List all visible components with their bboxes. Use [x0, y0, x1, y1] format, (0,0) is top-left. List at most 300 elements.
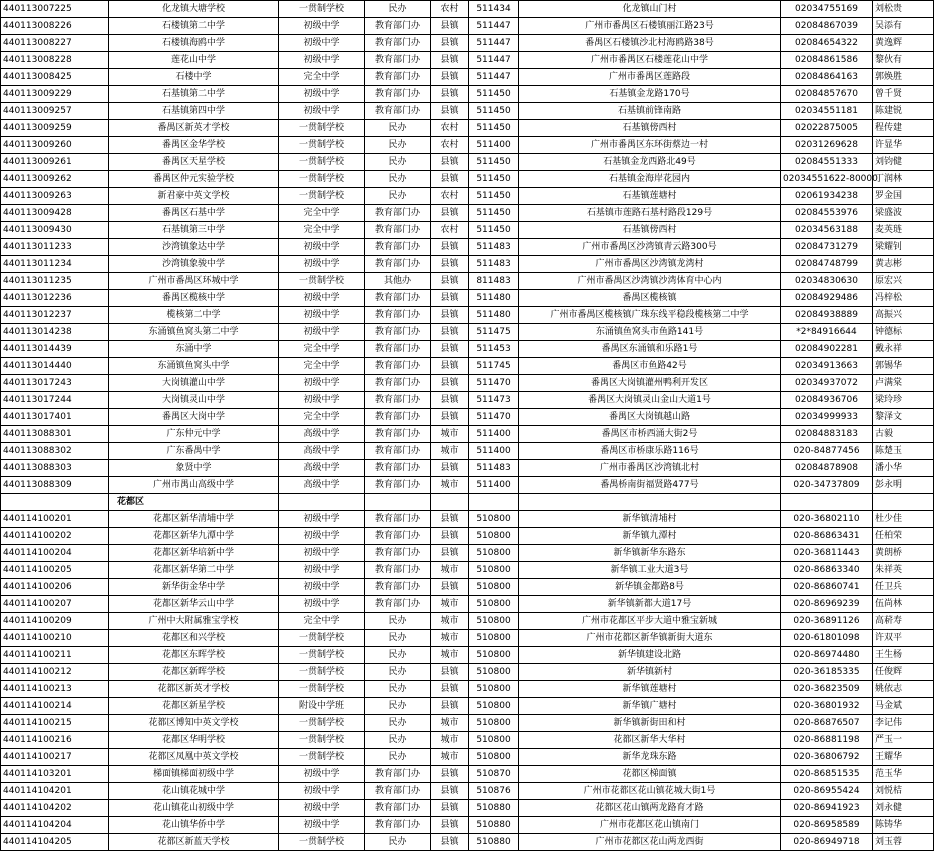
cell-contact[interactable]: 卢满棠: [873, 375, 934, 392]
cell-contact[interactable]: 黄志彬: [873, 256, 934, 273]
cell-phone[interactable]: 020-86974480: [781, 647, 873, 664]
cell-phone[interactable]: 02034755169: [781, 1, 873, 18]
cell-code[interactable]: 440113007225: [1, 1, 109, 18]
section-empty-cell[interactable]: [469, 494, 519, 511]
cell-contact[interactable]: 罗金国: [873, 188, 934, 205]
cell-address[interactable]: 新华镇新都大道17号: [519, 596, 781, 613]
cell-address[interactable]: 广州市番禺区沙湾镇龙湾村: [519, 256, 781, 273]
cell-phone[interactable]: 02031269628: [781, 137, 873, 154]
cell-contact[interactable]: 陈楚玉: [873, 443, 934, 460]
cell-phone[interactable]: 02034937072: [781, 375, 873, 392]
cell-name[interactable]: 番禺区仲元实验学校: [109, 171, 279, 188]
cell-address[interactable]: 花都区梯面镇: [519, 766, 781, 783]
cell-level[interactable]: 初级中学: [279, 528, 365, 545]
cell-code[interactable]: 440114100211: [1, 647, 109, 664]
cell-contact[interactable]: 高振兴: [873, 307, 934, 324]
cell-phone[interactable]: 020-86969239: [781, 596, 873, 613]
cell-type[interactable]: 教育部门办: [365, 443, 431, 460]
cell-type[interactable]: 民办: [365, 834, 431, 851]
cell-phone[interactable]: 02084553976: [781, 205, 873, 222]
cell-code[interactable]: 440113011235: [1, 273, 109, 290]
cell-phone[interactable]: 020-86863431: [781, 528, 873, 545]
cell-zip[interactable]: 510876: [469, 783, 519, 800]
cell-zip[interactable]: 511450: [469, 222, 519, 239]
cell-area[interactable]: 县镇: [431, 528, 469, 545]
cell-level[interactable]: 完全中学: [279, 341, 365, 358]
cell-type[interactable]: 民办: [365, 188, 431, 205]
cell-phone[interactable]: 02061934238: [781, 188, 873, 205]
cell-phone[interactable]: 02034999933: [781, 409, 873, 426]
cell-contact[interactable]: 梁耀钊: [873, 239, 934, 256]
cell-type[interactable]: 教育部门办: [365, 18, 431, 35]
cell-type[interactable]: 教育部门办: [365, 256, 431, 273]
cell-type[interactable]: 其他办: [365, 273, 431, 290]
cell-zip[interactable]: 811483: [469, 273, 519, 290]
cell-name[interactable]: 石基镇第四中学: [109, 103, 279, 120]
cell-zip[interactable]: 511400: [469, 137, 519, 154]
cell-level[interactable]: 完全中学: [279, 69, 365, 86]
cell-type[interactable]: 教育部门办: [365, 817, 431, 834]
cell-zip[interactable]: 511447: [469, 69, 519, 86]
cell-name[interactable]: 花山镇华侨中学: [109, 817, 279, 834]
cell-level[interactable]: 初级中学: [279, 307, 365, 324]
cell-contact[interactable]: 陈铸华: [873, 817, 934, 834]
cell-area[interactable]: 县镇: [431, 69, 469, 86]
cell-level[interactable]: 高级中学: [279, 426, 365, 443]
cell-address[interactable]: 番禺桥南街福贤路477号: [519, 477, 781, 494]
cell-type[interactable]: 民办: [365, 715, 431, 732]
cell-name[interactable]: 花都区新华清埔中学: [109, 511, 279, 528]
cell-phone[interactable]: 020-36802110: [781, 511, 873, 528]
cell-area[interactable]: 县镇: [431, 205, 469, 222]
cell-code[interactable]: 440113088301: [1, 426, 109, 443]
cell-area[interactable]: 城市: [431, 477, 469, 494]
cell-phone[interactable]: 02084867039: [781, 18, 873, 35]
cell-code[interactable]: 440113012236: [1, 290, 109, 307]
cell-phone[interactable]: 020-86958589: [781, 817, 873, 834]
cell-address[interactable]: 石基镇金龙路170号: [519, 86, 781, 103]
cell-area[interactable]: 县镇: [431, 290, 469, 307]
cell-name[interactable]: 花都区新晖学校: [109, 664, 279, 681]
cell-name[interactable]: 番禺区新英才学校: [109, 120, 279, 137]
cell-zip[interactable]: 510870: [469, 766, 519, 783]
cell-code[interactable]: 440114100207: [1, 596, 109, 613]
cell-address[interactable]: 石基镇莲塘村: [519, 188, 781, 205]
cell-code[interactable]: 440114100215: [1, 715, 109, 732]
cell-phone[interactable]: 020-86863340: [781, 562, 873, 579]
cell-name[interactable]: 番禺区榄核中学: [109, 290, 279, 307]
cell-code[interactable]: 440113088302: [1, 443, 109, 460]
cell-area[interactable]: 城市: [431, 749, 469, 766]
cell-area[interactable]: 县镇: [431, 817, 469, 834]
section-empty-cell[interactable]: [873, 494, 934, 511]
cell-code[interactable]: 440114100217: [1, 749, 109, 766]
cell-level[interactable]: 初级中学: [279, 766, 365, 783]
cell-level[interactable]: 初级中学: [279, 545, 365, 562]
cell-name[interactable]: 广州市番禺区环城中学: [109, 273, 279, 290]
cell-phone[interactable]: 020-36185335: [781, 664, 873, 681]
cell-name[interactable]: 石楼镇第二中学: [109, 18, 279, 35]
cell-zip[interactable]: 510800: [469, 732, 519, 749]
cell-phone[interactable]: 02084864163: [781, 69, 873, 86]
cell-type[interactable]: 民办: [365, 137, 431, 154]
cell-area[interactable]: 农村: [431, 1, 469, 18]
cell-contact[interactable]: 梁盛波: [873, 205, 934, 222]
cell-address[interactable]: 新华镇新村: [519, 664, 781, 681]
cell-type[interactable]: 民办: [365, 630, 431, 647]
cell-name[interactable]: 番禺区石基中学: [109, 205, 279, 222]
cell-phone[interactable]: 020-86955424: [781, 783, 873, 800]
cell-type[interactable]: 教育部门办: [365, 766, 431, 783]
cell-area[interactable]: 县镇: [431, 103, 469, 120]
cell-zip[interactable]: 510800: [469, 715, 519, 732]
cell-level[interactable]: 一贯制学校: [279, 834, 365, 851]
cell-phone[interactable]: 02084861586: [781, 52, 873, 69]
cell-phone[interactable]: 02022875005: [781, 120, 873, 137]
cell-zip[interactable]: 510800: [469, 749, 519, 766]
cell-name[interactable]: 石基镇第二中学: [109, 86, 279, 103]
cell-level[interactable]: 初级中学: [279, 596, 365, 613]
cell-name[interactable]: 榄核第二中学: [109, 307, 279, 324]
cell-phone[interactable]: 02034551181: [781, 103, 873, 120]
cell-level[interactable]: 初级中学: [279, 562, 365, 579]
cell-name[interactable]: 花都区新华第二中学: [109, 562, 279, 579]
cell-type[interactable]: 教育部门办: [365, 409, 431, 426]
cell-contact[interactable]: 刘悦桔: [873, 783, 934, 800]
cell-area[interactable]: 县镇: [431, 511, 469, 528]
cell-contact[interactable]: 朱祥英: [873, 562, 934, 579]
cell-contact[interactable]: 曾千贤: [873, 86, 934, 103]
cell-type[interactable]: 教育部门办: [365, 205, 431, 222]
cell-contact[interactable]: 许显华: [873, 137, 934, 154]
cell-address[interactable]: 广州市花都区新华镇新街大道东: [519, 630, 781, 647]
cell-name[interactable]: 石楼镇海鸥中学: [109, 35, 279, 52]
cell-contact[interactable]: 范玉华: [873, 766, 934, 783]
cell-phone[interactable]: 02084748799: [781, 256, 873, 273]
cell-level[interactable]: 初级中学: [279, 324, 365, 341]
cell-code[interactable]: 440114100209: [1, 613, 109, 630]
cell-contact[interactable]: 高菥寿: [873, 613, 934, 630]
cell-name[interactable]: 大岗镇灵山中学: [109, 392, 279, 409]
cell-name[interactable]: 梯面镇梯面初级中学: [109, 766, 279, 783]
cell-type[interactable]: 教育部门办: [365, 239, 431, 256]
cell-type[interactable]: 教育部门办: [365, 392, 431, 409]
cell-code[interactable]: 440113012237: [1, 307, 109, 324]
cell-phone[interactable]: 02084857670: [781, 86, 873, 103]
cell-type[interactable]: 教育部门办: [365, 375, 431, 392]
cell-zip[interactable]: 510880: [469, 834, 519, 851]
cell-contact[interactable]: 黎伙有: [873, 52, 934, 69]
cell-code[interactable]: 440114100202: [1, 528, 109, 545]
cell-code[interactable]: 440113017244: [1, 392, 109, 409]
cell-code[interactable]: 440114103201: [1, 766, 109, 783]
cell-area[interactable]: 城市: [431, 732, 469, 749]
cell-phone[interactable]: 020-36811443: [781, 545, 873, 562]
cell-phone[interactable]: 02084654322: [781, 35, 873, 52]
cell-zip[interactable]: 510800: [469, 511, 519, 528]
cell-name[interactable]: 石基镇第三中学: [109, 222, 279, 239]
cell-code[interactable]: 440114100206: [1, 579, 109, 596]
cell-zip[interactable]: 511400: [469, 443, 519, 460]
cell-level[interactable]: 初级中学: [279, 817, 365, 834]
cell-contact[interactable]: 王耀华: [873, 749, 934, 766]
cell-name[interactable]: 花都区新星学校: [109, 698, 279, 715]
cell-level[interactable]: 一贯制学校: [279, 664, 365, 681]
cell-level[interactable]: 一贯制学校: [279, 273, 365, 290]
cell-address[interactable]: 番禺区榄核镇: [519, 290, 781, 307]
cell-type[interactable]: 教育部门办: [365, 307, 431, 324]
section-blank-cell[interactable]: [1, 494, 109, 511]
cell-level[interactable]: 初级中学: [279, 256, 365, 273]
cell-type[interactable]: 教育部门办: [365, 52, 431, 69]
cell-contact[interactable]: 任卫兵: [873, 579, 934, 596]
cell-name[interactable]: 花都区和兴学校: [109, 630, 279, 647]
cell-address[interactable]: 石基镇金龙西路北49号: [519, 154, 781, 171]
cell-contact[interactable]: 刘玉蓉: [873, 834, 934, 851]
cell-name[interactable]: 花都区新英才学校: [109, 681, 279, 698]
cell-phone[interactable]: 02084883183: [781, 426, 873, 443]
cell-code[interactable]: 440113011234: [1, 256, 109, 273]
cell-address[interactable]: 新华镇金都路8号: [519, 579, 781, 596]
cell-code[interactable]: 440114100213: [1, 681, 109, 698]
cell-level[interactable]: 初级中学: [279, 511, 365, 528]
cell-code[interactable]: 440113008228: [1, 52, 109, 69]
cell-contact[interactable]: 吴添有: [873, 18, 934, 35]
cell-area[interactable]: 县镇: [431, 664, 469, 681]
cell-contact[interactable]: 刘松贵: [873, 1, 934, 18]
cell-address[interactable]: 番禺区大岗镇灵山金山大道1号: [519, 392, 781, 409]
cell-address[interactable]: 新华镇莲塘村: [519, 681, 781, 698]
cell-area[interactable]: 县镇: [431, 392, 469, 409]
cell-level[interactable]: 初级中学: [279, 239, 365, 256]
cell-phone[interactable]: 020-36823509: [781, 681, 873, 698]
cell-code[interactable]: 440113014238: [1, 324, 109, 341]
cell-zip[interactable]: 511470: [469, 375, 519, 392]
section-title[interactable]: 花都区: [109, 494, 279, 511]
cell-contact[interactable]: 黎泽文: [873, 409, 934, 426]
cell-code[interactable]: 440114100204: [1, 545, 109, 562]
cell-type[interactable]: 教育部门办: [365, 222, 431, 239]
cell-area[interactable]: 县镇: [431, 681, 469, 698]
cell-level[interactable]: 一贯制学校: [279, 732, 365, 749]
cell-zip[interactable]: 511447: [469, 35, 519, 52]
cell-phone[interactable]: 02084929486: [781, 290, 873, 307]
cell-contact[interactable]: 冯梓松: [873, 290, 934, 307]
cell-type[interactable]: 民办: [365, 749, 431, 766]
cell-zip[interactable]: 511480: [469, 290, 519, 307]
cell-contact[interactable]: 任俊辉: [873, 664, 934, 681]
cell-zip[interactable]: 510800: [469, 545, 519, 562]
cell-name[interactable]: 东涌中学: [109, 341, 279, 358]
cell-phone[interactable]: 02034913663: [781, 358, 873, 375]
cell-address[interactable]: 花都区花山镇两龙路育才路: [519, 800, 781, 817]
cell-contact[interactable]: 马金斌: [873, 698, 934, 715]
cell-address[interactable]: 广州市番禺区石楼莲花山中学: [519, 52, 781, 69]
cell-zip[interactable]: 511450: [469, 103, 519, 120]
cell-code[interactable]: 440113014440: [1, 358, 109, 375]
cell-code[interactable]: 440114100201: [1, 511, 109, 528]
cell-zip[interactable]: 510800: [469, 613, 519, 630]
cell-phone[interactable]: 020-36801932: [781, 698, 873, 715]
cell-level[interactable]: 初级中学: [279, 35, 365, 52]
cell-level[interactable]: 初级中学: [279, 375, 365, 392]
cell-area[interactable]: 城市: [431, 596, 469, 613]
cell-level[interactable]: 一贯制学校: [279, 647, 365, 664]
cell-area[interactable]: 县镇: [431, 834, 469, 851]
cell-contact[interactable]: 郭焕胜: [873, 69, 934, 86]
cell-address[interactable]: 新华镇九潭村: [519, 528, 781, 545]
cell-zip[interactable]: 511483: [469, 239, 519, 256]
cell-level[interactable]: 完全中学: [279, 358, 365, 375]
cell-contact[interactable]: 严玉一: [873, 732, 934, 749]
cell-name[interactable]: 东涌镇鱼窝头第二中学: [109, 324, 279, 341]
cell-zip[interactable]: 511450: [469, 171, 519, 188]
cell-contact[interactable]: 程传建: [873, 120, 934, 137]
cell-address[interactable]: 广州市番禺区榄核镇广珠东线平稳段榄核第二中学: [519, 307, 781, 324]
cell-type[interactable]: 民办: [365, 732, 431, 749]
cell-zip[interactable]: 510800: [469, 664, 519, 681]
cell-name[interactable]: 沙湾镇象达中学: [109, 239, 279, 256]
cell-zip[interactable]: 511450: [469, 86, 519, 103]
cell-zip[interactable]: 510880: [469, 800, 519, 817]
cell-contact[interactable]: 李记伟: [873, 715, 934, 732]
cell-area[interactable]: 县镇: [431, 783, 469, 800]
cell-type[interactable]: 教育部门办: [365, 460, 431, 477]
cell-contact[interactable]: 任柏荣: [873, 528, 934, 545]
cell-type[interactable]: 教育部门办: [365, 358, 431, 375]
cell-contact[interactable]: 刘钧健: [873, 154, 934, 171]
cell-contact[interactable]: 彭永明: [873, 477, 934, 494]
cell-code[interactable]: 440113009262: [1, 171, 109, 188]
cell-level[interactable]: 一贯制学校: [279, 715, 365, 732]
cell-level[interactable]: 初级中学: [279, 290, 365, 307]
cell-area[interactable]: 农村: [431, 120, 469, 137]
cell-phone[interactable]: 02034551622-80000: [781, 171, 873, 188]
cell-address[interactable]: 广州市花都区花山镇南门: [519, 817, 781, 834]
cell-name[interactable]: 番禺区天星学校: [109, 154, 279, 171]
cell-zip[interactable]: 511400: [469, 426, 519, 443]
cell-zip[interactable]: 510800: [469, 528, 519, 545]
cell-address[interactable]: 新华镇清埔村: [519, 511, 781, 528]
cell-code[interactable]: 440113088309: [1, 477, 109, 494]
cell-type[interactable]: 民办: [365, 698, 431, 715]
cell-area[interactable]: 城市: [431, 613, 469, 630]
cell-type[interactable]: 教育部门办: [365, 324, 431, 341]
cell-level[interactable]: 完全中学: [279, 409, 365, 426]
cell-type[interactable]: 教育部门办: [365, 426, 431, 443]
cell-level[interactable]: 高级中学: [279, 443, 365, 460]
cell-level[interactable]: 初级中学: [279, 103, 365, 120]
cell-level[interactable]: 完全中学: [279, 613, 365, 630]
cell-area[interactable]: 县镇: [431, 256, 469, 273]
cell-zip[interactable]: 510800: [469, 681, 519, 698]
cell-phone[interactable]: 020-36806792: [781, 749, 873, 766]
cell-type[interactable]: 教育部门办: [365, 545, 431, 562]
cell-area[interactable]: 农村: [431, 222, 469, 239]
cell-code[interactable]: 440113009260: [1, 137, 109, 154]
cell-level[interactable]: 一贯制学校: [279, 188, 365, 205]
cell-name[interactable]: 沙湾镇象骏中学: [109, 256, 279, 273]
cell-area[interactable]: 城市: [431, 715, 469, 732]
cell-type[interactable]: 教育部门办: [365, 579, 431, 596]
cell-type[interactable]: 教育部门办: [365, 562, 431, 579]
cell-contact[interactable]: 陈建锐: [873, 103, 934, 120]
cell-name[interactable]: 花都区华明学校: [109, 732, 279, 749]
cell-zip[interactable]: 511470: [469, 409, 519, 426]
cell-contact[interactable]: 麦英琏: [873, 222, 934, 239]
cell-zip[interactable]: 510800: [469, 698, 519, 715]
cell-contact[interactable]: 钟德标: [873, 324, 934, 341]
cell-area[interactable]: 县镇: [431, 154, 469, 171]
cell-code[interactable]: 440113009428: [1, 205, 109, 222]
cell-name[interactable]: 花山镇花城中学: [109, 783, 279, 800]
cell-zip[interactable]: 510800: [469, 630, 519, 647]
cell-area[interactable]: 城市: [431, 426, 469, 443]
cell-code[interactable]: 440113014439: [1, 341, 109, 358]
cell-address[interactable]: 新华镇新街田和村: [519, 715, 781, 732]
cell-name[interactable]: 象贤中学: [109, 460, 279, 477]
cell-level[interactable]: 初级中学: [279, 392, 365, 409]
cell-code[interactable]: 440114104205: [1, 834, 109, 851]
cell-area[interactable]: 县镇: [431, 358, 469, 375]
cell-address[interactable]: 广州市花都区花山两龙西街: [519, 834, 781, 851]
cell-area[interactable]: 城市: [431, 647, 469, 664]
cell-code[interactable]: 440114104202: [1, 800, 109, 817]
cell-name[interactable]: 花都区博知中英文学校: [109, 715, 279, 732]
cell-address[interactable]: 东涌镇鱼窝头市鱼路141号: [519, 324, 781, 341]
cell-area[interactable]: 县镇: [431, 698, 469, 715]
cell-type[interactable]: 民办: [365, 647, 431, 664]
cell-contact[interactable]: 姚依志: [873, 681, 934, 698]
cell-contact[interactable]: 梁玲珍: [873, 392, 934, 409]
cell-address[interactable]: 番禺区大岗镇灌州鸭利开发区: [519, 375, 781, 392]
cell-type[interactable]: 教育部门办: [365, 86, 431, 103]
cell-level[interactable]: 初级中学: [279, 783, 365, 800]
cell-level[interactable]: 初级中学: [279, 86, 365, 103]
cell-name[interactable]: 广东番禺中学: [109, 443, 279, 460]
cell-address[interactable]: 广州市番禺区沙湾镇沙湾体育中心内: [519, 273, 781, 290]
cell-area[interactable]: 农村: [431, 137, 469, 154]
cell-name[interactable]: 花都区新华培新中学: [109, 545, 279, 562]
cell-phone[interactable]: 02084936706: [781, 392, 873, 409]
cell-level[interactable]: 初级中学: [279, 800, 365, 817]
cell-address[interactable]: 番禺区石楼镇沙北村海鸥路38号: [519, 35, 781, 52]
cell-zip[interactable]: 511453: [469, 341, 519, 358]
cell-zip[interactable]: 510800: [469, 596, 519, 613]
cell-area[interactable]: 城市: [431, 630, 469, 647]
cell-area[interactable]: 县镇: [431, 545, 469, 562]
cell-code[interactable]: 440113088303: [1, 460, 109, 477]
cell-level[interactable]: 一贯制学校: [279, 171, 365, 188]
cell-contact[interactable]: 郭锡华: [873, 358, 934, 375]
cell-level[interactable]: 一贯制学校: [279, 154, 365, 171]
cell-name[interactable]: 大岗镇灌山中学: [109, 375, 279, 392]
cell-zip[interactable]: 511450: [469, 205, 519, 222]
cell-address[interactable]: 广州市番禺区莲路段: [519, 69, 781, 86]
section-empty-cell[interactable]: [431, 494, 469, 511]
cell-zip[interactable]: 511447: [469, 52, 519, 69]
cell-type[interactable]: 教育部门办: [365, 800, 431, 817]
cell-area[interactable]: 县镇: [431, 375, 469, 392]
cell-zip[interactable]: 511434: [469, 1, 519, 18]
cell-area[interactable]: 城市: [431, 562, 469, 579]
cell-area[interactable]: 县镇: [431, 800, 469, 817]
cell-type[interactable]: 教育部门办: [365, 528, 431, 545]
cell-code[interactable]: 440113017401: [1, 409, 109, 426]
cell-phone[interactable]: 020-86851535: [781, 766, 873, 783]
cell-code[interactable]: 440113009261: [1, 154, 109, 171]
cell-contact[interactable]: 伍尚林: [873, 596, 934, 613]
